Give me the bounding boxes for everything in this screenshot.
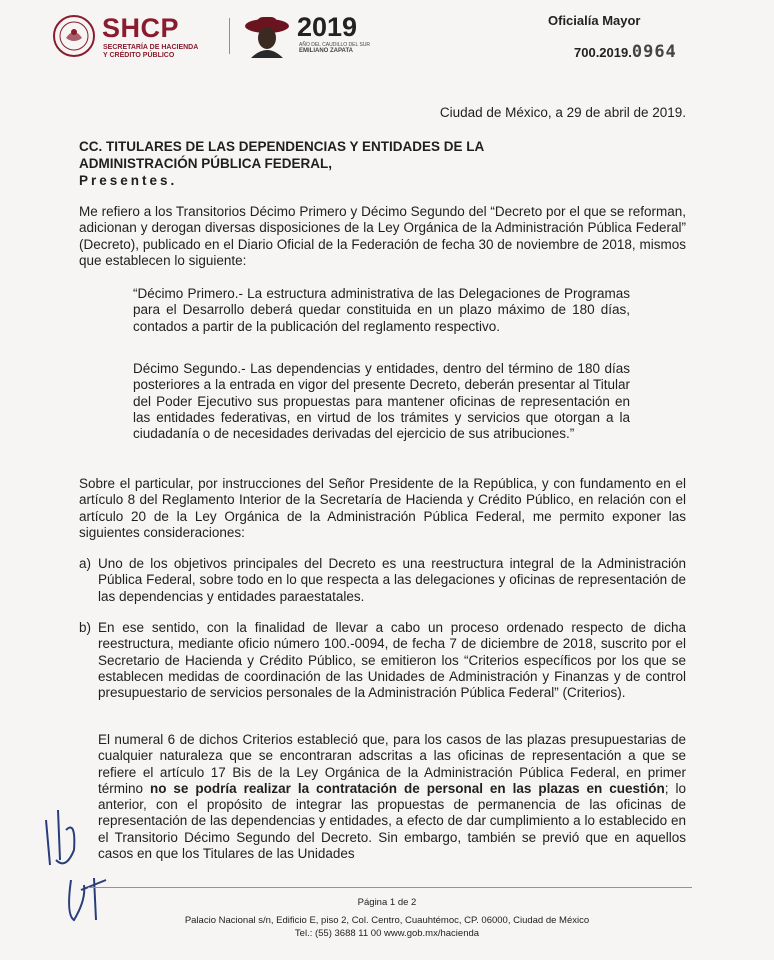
folio-prefix: 700.2019. — [574, 45, 632, 60]
list-item-b: En ese sentido, con la finalidad de llevar a cabo un proceso ordenado respecto de dicha reestructura, mediante oficio número 100.-0094, de fecha 7 de diciembre de 2018, suscrito por el Secretario de Hacienda y Crédito Público, se emitieron los “Criterios específicos por los que se establecen medidas de coordinación de las Unidades de Administración y Finanzas y de control presupuestario de servicios personales de la Administración Pública Federal” (Criterios). — [98, 620, 686, 701]
brand-subtitle-line-2: Y CRÉDITO PÚBLICO — [103, 52, 175, 59]
footer-divider — [88, 887, 692, 888]
footer-address: Palacio Nacional s/n, Edificio E, piso 2, Col. Centro, Cuauhtémoc, CP. 06000, Ciudad de México — [184, 915, 590, 926]
quote-decimo-segundo: Décimo Segundo.- Las dependencias y entidades, dentro del término de 180 días posteriores a la entrada en vigor del presente Decreto, deberán presentar al Titular del Poder Ejecutivo sus propuestas para mantener oficinas de representación en las entidades federativas, en virtud de los trámites y servicios que otorgan a la ciudadanía o de necesidades derivadas del ejercicio de sus atribuciones.” — [133, 361, 630, 442]
handwritten-initials — [36, 790, 126, 930]
office-name: Oficialía Mayor — [548, 13, 641, 28]
addressee-line-1: CC. TITULARES DE LAS DEPENDENCIAS Y ENTIDADES DE LA — [79, 139, 485, 154]
year-subtitle — [299, 42, 379, 54]
brand-subtitle — [103, 44, 213, 60]
paragraph-particular: Sobre el particular, por instrucciones del Señor Presidente de la República, y con fundamento en el artículo 8 del Reglamento Interior de la Secretaría de Hacienda y Crédito Público, en relación con el artículo 20 de la Ley Orgánica de la Administración Pública Federal, me permito exponer las siguientes consideraciones: — [79, 476, 686, 540]
list-marker-a: a) — [79, 556, 92, 571]
addressee-block — [79, 138, 484, 189]
numeral-6-emphasis: no se podría realizar la contratación de personal en las plazas en cuestión — [149, 780, 665, 796]
folio-number — [574, 42, 677, 62]
addressee-greeting: Presentes. — [79, 173, 178, 188]
letter-date: Ciudad de México, a 29 de abril de 2019. — [439, 105, 686, 120]
year-subtitle-line-1: AÑO DEL CAUDILLO DEL SUR — [299, 42, 371, 48]
numeral-6-text-start: El numeral 6 de dichos Criterios estableció que, para los casos de las plazas presupuestarias de cualquier naturaleza que se encontraran adscritas a las oficinas de representación a que se refiere el artículo 17 Bis de la Ley Orgánica de la Administración Pública Federal, en primer término — [98, 732, 686, 796]
header-divider — [229, 18, 230, 54]
national-seal-icon — [52, 14, 96, 58]
quote-decimo-primero: “Décimo Primero.- La estructura administrativa de las Delegaciones de Programas para el Desarrollo deberá quedar constituida en un plazo máximo de 180 días, contados a partir de la publicación del reglamento respectivo. — [133, 286, 630, 334]
folio-stamp: 0964 — [631, 42, 677, 62]
brand-subtitle-line-1: SECRETARÍA DE HACIENDA — [103, 44, 199, 51]
list-item-a: Uno de los objetivos principales del Decreto es una reestructura integral de la Administración Pública Federal, sobre todo en lo que respecta a las delegaciones y oficinas de representación de las dependencias y entidades paraestatales. — [98, 556, 686, 604]
zapata-portrait-icon — [243, 12, 291, 58]
year-subtitle-line-2: EMILIANO ZAPATA — [299, 48, 353, 54]
page-number: Página 1 de 2 — [357, 897, 417, 908]
footer-contact: Tel.: (55) 3688 11 00 www.gob.mx/hacienda — [294, 928, 480, 939]
brand-logo-text: SHCP — [102, 13, 180, 43]
year-logo-text: 2019 — [297, 12, 358, 42]
numeral-6-text-end: ; lo anterior, con el propósito de integrar las propuestas de permanencia de las oficinas de representación de las dependencias y entidades, a efecto de dar cumplimiento a lo establecido en el Transitorio Décimo Segundo del Decreto. Sin embargo, también se previó que en aquellos casos en que los Titulares de las Unidades — [98, 780, 686, 862]
list-marker-b: b) — [79, 620, 92, 635]
paragraph-intro: Me refiero a los Transitorios Décimo Primero y Décimo Segundo del “Decreto por el que se reforman, adicionan y derogan diversas disposiciones de la Ley Orgánica de la Administración Pública Federal” (Decreto), publicado en el Diario Oficial de la Federación de fecha 30 de noviembre de 2018, mismos que establecen lo siguiente: — [79, 204, 686, 268]
paragraph-numeral-6 — [98, 732, 686, 862]
addressee-line-2: ADMINISTRACIÓN PÚBLICA FEDERAL, — [79, 156, 332, 171]
